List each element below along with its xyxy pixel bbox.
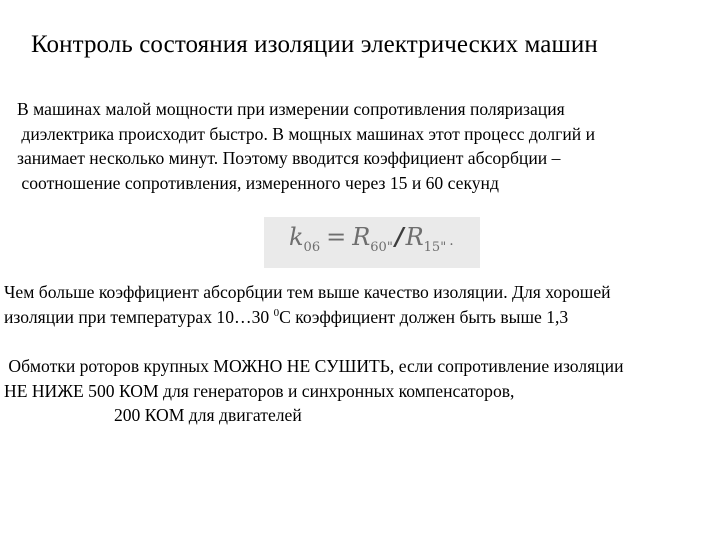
paragraph-polarization <box>17 97 595 195</box>
text-line: соотношение сопротивления, измеренного через 15 и 60 секунд <box>17 172 499 193</box>
paragraph-quality <box>4 280 611 329</box>
paragraph-drying <box>4 354 623 428</box>
text-line: 200 КОМ для двигателей <box>4 405 302 425</box>
text-line: В машинах малой мощности при измерении сопротивления поляризация <box>17 99 565 119</box>
text-line: Обмотки роторов крупных МОЖНО НЕ СУШИТЬ, если сопротивление изоляции <box>4 356 624 376</box>
text-line: НЕ НИЖЕ 500 КОМ для генераторов и синхронных компенсаторов, <box>4 380 515 401</box>
text-segment: С коэффициент должен быть выше 1,3 <box>279 306 569 327</box>
text-line: занимает несколько минут. Поэтому вводится коэффициент абсорбции – <box>17 148 561 168</box>
formula-k-subscript: 06 <box>303 240 321 255</box>
formula-r60: R <box>352 223 371 251</box>
absorption-coefficient-formula <box>264 217 480 268</box>
text-line: Чем больше коэффициент абсорбции тем выше качество изоляции. Для хорошей <box>4 282 611 302</box>
formula-expression <box>289 222 454 263</box>
formula-period: . <box>449 233 454 249</box>
text-segment: изоляции при температурах 10…30 <box>4 306 274 327</box>
formula-equals: = <box>326 223 347 251</box>
slide-title: Контроль состояния изоляции электрических машин <box>31 31 598 58</box>
formula-k: k <box>289 223 304 251</box>
formula-r15-subscript: 15" <box>423 240 447 255</box>
formula-r15: R <box>405 223 424 251</box>
formula-division: / <box>394 222 404 251</box>
degree-superscript: 0 <box>273 306 280 319</box>
formula-r60-subscript: 60" <box>370 240 393 255</box>
text-line <box>4 305 611 330</box>
text-line: диэлектрика происходит быстро. В мощных машинах этот процесс долгий и <box>17 123 596 144</box>
